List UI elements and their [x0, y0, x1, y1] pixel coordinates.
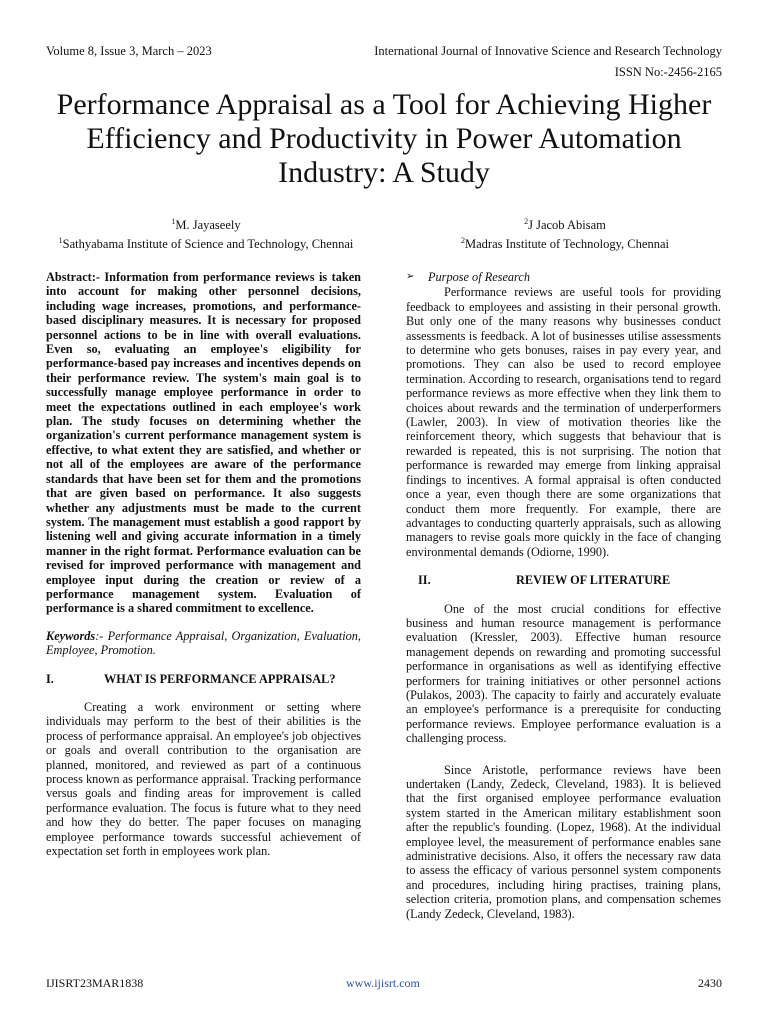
right-column: [406, 270, 721, 921]
section-2-paragraph-1: One of the most crucial conditions for effective business and human resource management is performance evaluation (Kressler, 2003). Effective human resource management depends on rewarding and promoting successful performance in organisations as well as identifying effective performers for training initiatives or other personnel actions (Pulakos, 2003). The capacity to fairly and accurately evaluate an employee's performance is a prerequisite for conducting performance reviews. Employee performance evaluation is a challenging process.: [406, 601, 721, 746]
footer-paper-id: IJISRT23MAR1838: [46, 976, 144, 990]
author-2-sup: 2: [524, 217, 529, 226]
author-1-affiliation: Sathyabama Institute of Science and Technology, Chennai: [62, 237, 354, 252]
volume-issue: Volume 8, Issue 3, March – 2023: [46, 44, 212, 58]
author-2-name: J Jacob Abisam: [528, 218, 606, 233]
arrow-bullet-icon: ➢: [406, 271, 415, 282]
issn: ISSN No:-2456-2165: [614, 65, 722, 79]
author-1-affil-sup: 1: [58, 236, 63, 246]
paper-title: Performance Appraisal as a Tool for Achieving Higher Efficiency and Productivity in Power Automation Industry: A Study: [56, 88, 712, 189]
keywords-text: Performance Appraisal, Organization, Evaluation, Employee, Promotion.: [46, 628, 361, 658]
section-1-paragraph: Creating a work environment or setting where individuals may perform to the best of their abilities is the process of performance appraisal. An employee's job objectives or goals and overall contribution to the organisation are planned, monitored, and reviewed as part of a continuous process known as performance appraisal. Tracking performance versus goals and finding areas for improvement is called performance evaluation. The focus is future what to they need and how they do better. The paper focuses on managing employee performance towards successful achievement of expectation set forth in employees work plan.: [46, 699, 361, 859]
section-1-title: WHAT IS PERFORMANCE APPRAISAL?: [104, 671, 336, 686]
purpose-paragraph: Performance reviews are useful tools for providing feedback to employees and assisting in their personal growth. But only one of the many reasons why businesses conduct assessments is feedback. A lot of businesses utilise assessments to determine who gets bonuses, raises in pay every year, and promotions. They can also be used to record employee termination. According to research, organisations tend to regard performance reviews as more effective when they link them to choices about rewards and the termination of underperformers (Lawler, 2003). In view of motivation theories like the reinforcement theory, which suggests that behaviour that is rewarded is repeated, this is not surprising. The notion that performance is rewarded may emerge from linking appraisal findings to incentives. A formal appraisal is often conducted once a year, even though there are some organizations that conduct them more frequently. For example, there are advantages to conducting quarterly appraisals, such as allowing managers to revise goals more quickly in the face of changing environmental demands (Odiorne, 1990).: [406, 285, 721, 559]
section-2-number: II.: [418, 573, 431, 588]
author-1-sup: 1: [171, 217, 176, 226]
keywords-label: Keywords: [46, 628, 96, 643]
keywords-sep: :-: [95, 628, 104, 643]
author-1-name: M. Jayaseely: [175, 218, 241, 233]
abstract: Abstract:- Information from performance reviews is taken into account for making other personnel decisions, including wage increases, promotions, and performance-based disciplinary measures. It is necessary for proposed personnel actions to be in line with overall evaluations. Even so, evaluating an employee's eligibility for performance-based pay increases and incentives depends on their performance review. The system's main goal is to successfully manage employee performance in order to meet the expectations outlined in each employee's work plan. The study focuses on determining whether the organization's current performance management system is effective, to what extent they are satisfied, and whether or not all of the employees are aware of the performance standards that have been set for them and the promotions that are given based on performance. It also suggests whether any adjustments must be made to the current system. The management must establish a good rapport by listening well and giving accurate information in a timely manner in the right format. Performance evaluation can be revised for improved performance with management and employee input during the creation or review of a performance management system. Evaluation of performance is a shared commitment to excellence.: [46, 270, 361, 616]
author-2: [405, 214, 725, 252]
footer-url-link[interactable]: www.ijisrt.com: [346, 976, 420, 990]
section-2-paragraph-2: Since Aristotle, performance reviews have been undertaken (Landy, Zedeck, Cleveland, 1983). It is believed that the first organised employee performance evaluation system started in the American military establishment soon after the republic's founding. (Lopez, 1968). At the individual employee level, the measurement of performance enables sane administrative decisions. Also, it offers the necessary raw data to assess the efficacy of various personnel system components and procedures, including hiring practises, training plans, selection criteria, promotion plans, and compensation schemes (Landy Zedeck, Cleveland, 1983).: [406, 762, 721, 921]
author-2-affiliation: Madras Institute of Technology, Chennai: [465, 237, 669, 252]
keywords: [46, 629, 361, 658]
author-1: [46, 214, 366, 252]
author-2-affil-sup: 2: [461, 236, 466, 246]
journal-name: International Journal of Innovative Science and Research Technology: [374, 44, 722, 58]
purpose-title: Purpose of Research: [428, 270, 530, 284]
section-1-number: I.: [46, 671, 54, 686]
section-1-heading: [46, 672, 361, 686]
purpose-heading: [406, 270, 721, 284]
section-2-heading: [406, 573, 721, 587]
section-2-title: REVIEW OF LITERATURE: [516, 573, 671, 588]
footer-page-number: 2430: [698, 976, 722, 990]
left-column: [46, 270, 361, 858]
